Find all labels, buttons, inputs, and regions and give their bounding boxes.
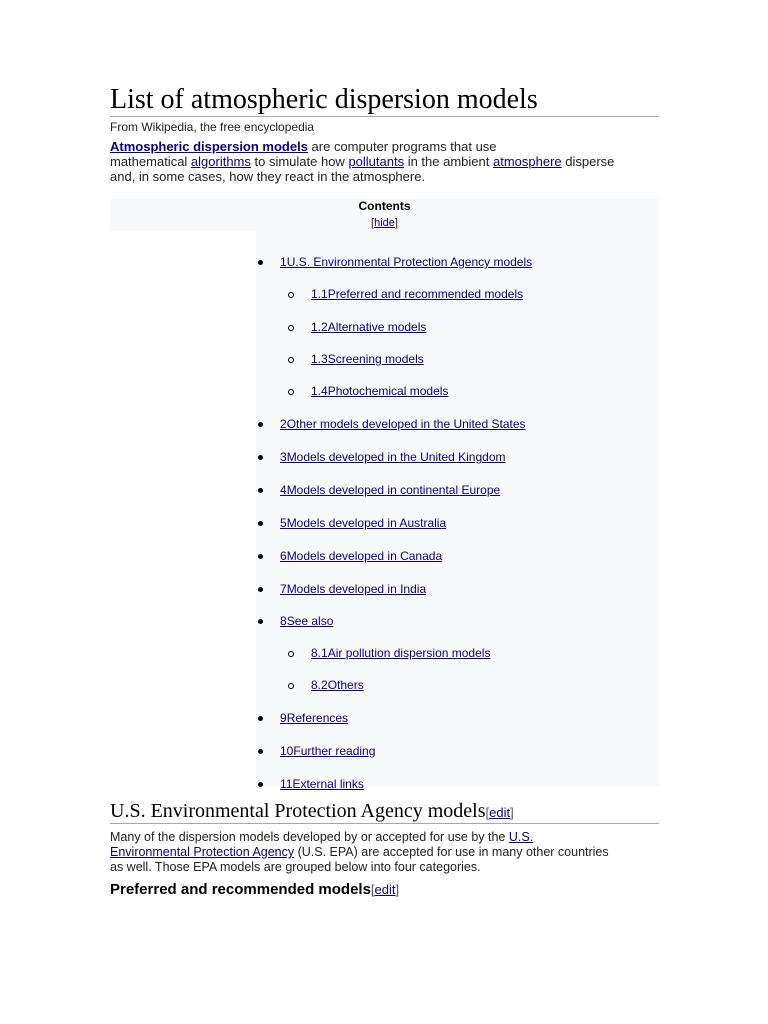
- toc-hide-link[interactable]: hide: [374, 217, 395, 229]
- intro-text: disperse: [561, 154, 615, 169]
- paragraph-text: (U.S. EPA) are accepted for use in many other countries: [294, 845, 609, 859]
- subsection-heading-text: Preferred and recommended models: [110, 881, 371, 898]
- toc-item-label: Models developed in continental Europe: [286, 483, 501, 497]
- toc-item-number: 10: [280, 744, 294, 758]
- toc-item-label: Others: [327, 678, 364, 692]
- epa-paragraph: [110, 830, 655, 875]
- toc-item-3[interactable]: [280, 450, 506, 464]
- toc-item-8-1[interactable]: [311, 646, 490, 660]
- toc-item-marker: [258, 782, 263, 787]
- link-text: U.S.: [508, 830, 534, 844]
- toc-item-marker: [258, 455, 263, 460]
- edit-link[interactable]: edit: [489, 805, 511, 820]
- toc-item-1-2[interactable]: [311, 320, 426, 334]
- page-subtitle: From Wikipedia, the free encyclopedia: [110, 120, 315, 134]
- link-text: Environmental Protection Agency: [110, 845, 295, 859]
- toc-item-number: 1: [280, 255, 287, 269]
- toc-item-label: Models developed in Australia: [286, 516, 447, 530]
- toc-item-number: 6: [280, 549, 287, 563]
- toc-item-label: Models developed in the United Kingdom: [286, 450, 506, 464]
- toc-item-label: See also: [286, 614, 334, 628]
- intro-text: to simulate how: [250, 154, 349, 169]
- algorithms-link[interactable]: algorithms: [190, 154, 251, 169]
- toc-item-number: 8.2: [311, 678, 328, 692]
- bracket: ]: [394, 217, 398, 229]
- toc-subitem-marker: [288, 389, 294, 395]
- paragraph-text: as well. Those EPA models are grouped below into four categories.: [110, 860, 481, 874]
- toc-item-1-1[interactable]: [311, 287, 523, 301]
- subsection-edit: [371, 882, 399, 897]
- toc-subitem-marker: [288, 683, 294, 689]
- toc-item-number: 11: [280, 777, 293, 791]
- toc-item-marker: [258, 749, 263, 754]
- bracket: ]: [395, 882, 400, 897]
- bracket: ]: [510, 805, 514, 820]
- intro-text: and, in some cases, how they react in the atmosphere.: [110, 169, 426, 184]
- toc-item-marker: [258, 521, 263, 526]
- toc-item-7[interactable]: [280, 582, 426, 596]
- toc-item-9[interactable]: [280, 711, 348, 725]
- section-edit: [486, 805, 514, 820]
- toc-item-1-4[interactable]: [311, 384, 448, 398]
- toc-subitem-marker: [288, 325, 294, 331]
- toc-item-marker: [258, 587, 263, 592]
- atmosphere-link[interactable]: atmosphere: [492, 154, 562, 169]
- toc-item-marker: [258, 716, 263, 721]
- toc-item-marker: [258, 260, 263, 265]
- toc-subitem-marker: [288, 357, 294, 363]
- paragraph-text: Many of the dispersion models developed by or accepted for use by the: [110, 830, 509, 844]
- toc-item-label: Models developed in Canada: [286, 549, 443, 563]
- toc-item-label: Screening models: [327, 352, 424, 366]
- toc-item-number: 5: [280, 516, 287, 530]
- toc-item-number: 3: [280, 450, 287, 464]
- toc-item-number: 4: [280, 483, 287, 497]
- toc-subitem-marker: [288, 292, 294, 298]
- toc-item-label: Further reading: [293, 744, 376, 758]
- toc-subitem-marker: [288, 651, 294, 657]
- toc-item-8-2[interactable]: [311, 678, 364, 692]
- bracket: [: [370, 882, 375, 897]
- toc-item-10[interactable]: [280, 744, 375, 758]
- toc-item-label: U.S. Environmental Protection Agency models: [286, 255, 533, 269]
- pollutants-link[interactable]: pollutants: [348, 154, 405, 169]
- toc-box: [256, 231, 659, 786]
- toc-item-1-3[interactable]: [311, 352, 424, 366]
- toc-hide-control: [110, 217, 659, 229]
- intro-text: are computer programs that use: [307, 139, 497, 154]
- intro-text: in the ambient: [404, 154, 493, 169]
- toc-item-number: 1.1: [311, 287, 328, 301]
- toc-item-label: Preferred and recommended models: [327, 287, 524, 301]
- toc-item-label: Models developed in India: [286, 582, 427, 596]
- toc-item-label: Air pollution dispersion models: [327, 646, 491, 660]
- toc-item-5[interactable]: [280, 516, 446, 530]
- toc-item-number: 8: [280, 614, 287, 628]
- toc-item-1[interactable]: [280, 255, 532, 269]
- intro-text: mathematical: [110, 154, 191, 169]
- toc-item-number: 1.3: [311, 352, 328, 366]
- bracket: [: [371, 217, 375, 229]
- toc-item-number: 2: [280, 417, 287, 431]
- atmospheric-dispersion-models-link[interactable]: Atmospheric dispersion models: [110, 139, 308, 154]
- toc-item-label: External links: [292, 777, 364, 791]
- toc-item-number: 7: [280, 582, 287, 596]
- subsection-heading-preferred-models: [110, 880, 399, 900]
- toc-item-2[interactable]: [280, 417, 526, 431]
- toc-item-number: 9: [280, 711, 287, 725]
- toc-item-label: Photochemical models: [327, 384, 449, 398]
- edit-link[interactable]: edit: [374, 882, 396, 897]
- toc-item-number: 8.1: [311, 646, 328, 660]
- toc-item-label: Other models developed in the United States: [286, 417, 526, 431]
- section-heading-epa-models: [110, 800, 659, 824]
- toc-item-marker: [258, 488, 263, 493]
- intro-paragraph: [110, 139, 650, 184]
- page-title: List of atmospheric dispersion models: [110, 84, 659, 117]
- toc-title: Contents: [358, 199, 411, 213]
- toc-item-number: 1.2: [311, 320, 328, 334]
- toc-item-marker: [258, 554, 263, 559]
- toc-item-4[interactable]: [280, 483, 500, 497]
- toc-item-label: References: [286, 711, 349, 725]
- section-heading-text: U.S. Environmental Protection Agency models: [110, 800, 486, 822]
- toc-item-11[interactable]: [280, 777, 364, 791]
- bracket: [: [485, 805, 490, 820]
- toc-item-number: 1.4: [311, 384, 328, 398]
- toc-item-marker: [258, 422, 263, 427]
- toc-item-marker: [258, 619, 263, 624]
- toc-item-8[interactable]: [280, 614, 333, 628]
- toc-item-6[interactable]: [280, 549, 442, 563]
- toc-item-label: Alternative models: [327, 320, 427, 334]
